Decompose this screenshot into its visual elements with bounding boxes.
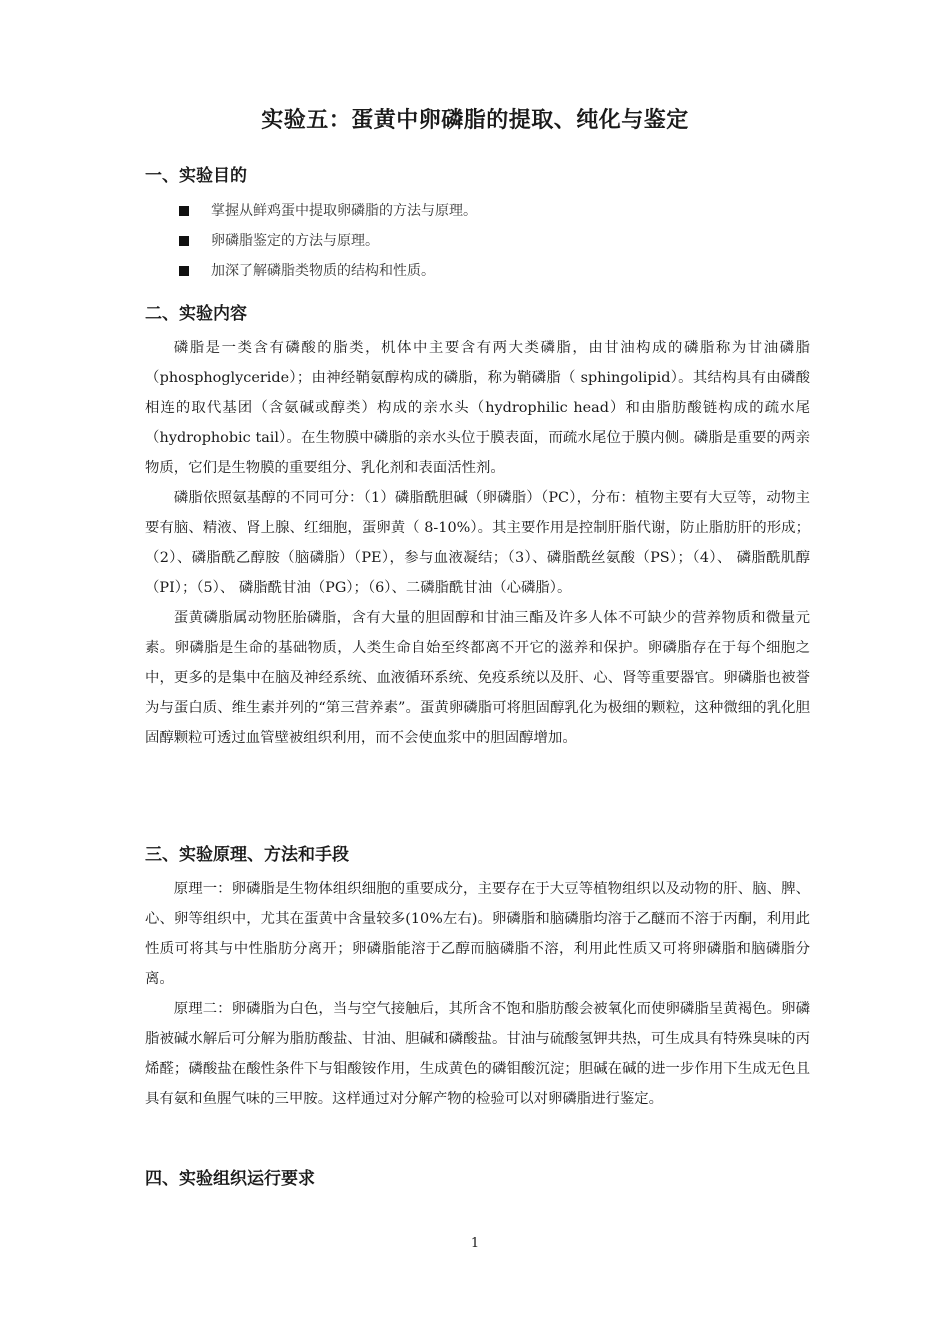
square-bullet-icon — [179, 266, 189, 276]
list-item — [145, 256, 810, 286]
document-title: 实验五：蛋黄中卵磷脂的提取、纯化与鉴定 — [261, 108, 689, 133]
section-heading: 四、实验组织运行要求 — [145, 1169, 315, 1189]
square-bullet-icon — [179, 206, 189, 216]
list-item-text: 卵磷脂鉴定的方法与原理。 — [211, 233, 379, 249]
paragraph: 磷脂是一类含有磷酸的脂类，机体中主要含有两大类磷脂，由甘油构成的磷脂称为甘油磷脂（phosphoglyceride）；由神经鞘氨醇构成的磷脂，称为鞘磷脂（ sphingolipid）。其结构具有由磷酸相连的取代基团（含氨碱或醇类）构成的亲水头（hydrophilic head）和由脂肪酸链构成的疏水尾（hydrophobic tail）。在生物膜中磷脂的亲水头位于膜表面，而疏水尾位于膜内侧。磷脂是重要的两亲物质，它们是生物膜的重要组分、乳化剂和表面活性剂。 — [145, 340, 810, 476]
page-number: 1 — [470, 1236, 480, 1251]
section-heading: 一、实验目的 — [145, 166, 247, 186]
square-bullet-icon — [179, 236, 189, 246]
section-heading: 三、实验原理、方法和手段 — [145, 845, 349, 865]
section-principles — [145, 843, 810, 1114]
list-item — [145, 226, 810, 256]
section-content — [145, 302, 810, 753]
paragraph: 磷脂依照氨基醇的不同可分：（1）磷脂酰胆碱（卵磷脂）（PC），分布：植物主要有大豆等，动物主要有脑、精液、肾上腺、红细胞，蛋卵黄（ 8-10%）。其主要作用是控制肝脂代谢，防止脂肪肝的形成；（2）、磷脂酰乙醇胺（脑磷脂）（PE），参与血液凝结；（3）、磷脂酰丝氨酸（PS）；（4）、 磷脂酰肌醇（PI）；（5）、 磷脂酰甘油（PG）；（6）、二磷脂酰甘油（心磷脂）。 — [145, 490, 810, 596]
objectives-list — [145, 196, 810, 286]
paragraph: 原理二：卵磷脂为白色，当与空气接触后，其所含不饱和脂肪酸会被氧化而使卵磷脂呈黄褐色。卵磷脂被碱水解后可分解为脂肪酸盐、甘油、胆碱和磷酸盐。甘油与硫酸氢钾共热，可生成具有特殊臭味的丙烯醛；磷酸盐在酸性条件下与钼酸铵作用，生成黄色的磷钼酸沉淀；胆碱在碱的进一步作用下生成无色且具有氨和鱼腥气味的三甲胺。这样通过对分解产物的检验可以对卵磷脂进行鉴定。 — [145, 1001, 810, 1107]
section-heading: 二、实验内容 — [145, 304, 247, 324]
list-item-text: 掌握从鲜鸡蛋中提取卵磷脂的方法与原理。 — [211, 203, 477, 219]
list-item — [145, 196, 810, 226]
paragraph: 原理一：卵磷脂是生物体组织细胞的重要成分，主要存在于大豆等植物组织以及动物的肝、脑、脾、心、卵等组织中，尤其在蛋黄中含量较多(10%左右)。卵磷脂和脑磷脂均溶于乙醚而不溶于丙酮，利用此性质可将其与中性脂肪分离开；卵磷脂能溶于乙醇而脑磷脂不溶，利用此性质又可将卵磷脂和脑磷脂分离。 — [145, 881, 810, 987]
section-requirements — [145, 1167, 810, 1191]
list-item-text: 加深了解磷脂类物质的结构和性质。 — [211, 263, 435, 279]
paragraph: 蛋黄磷脂属动物胚胎磷脂，含有大量的胆固醇和甘油三酯及许多人体不可缺少的营养物质和微量元素。卵磷脂是生命的基础物质，人类生命自始至终都离不开它的滋养和保护。卵磷脂存在于每个细胞之中，更多的是集中在脑及神经系统、血液循环系统、免疫系统以及肝、心、肾等重要器官。卵磷脂也被誉为与蛋白质、维生素并列的“第三营养素”。蛋黄卵磷脂可将胆固醇乳化为极细的颗粒，这种微细的乳化胆固醇颗粒可透过血管壁被组织利用，而不会使血浆中的胆固醇增加。 — [145, 610, 810, 746]
section-objectives — [145, 164, 810, 286]
